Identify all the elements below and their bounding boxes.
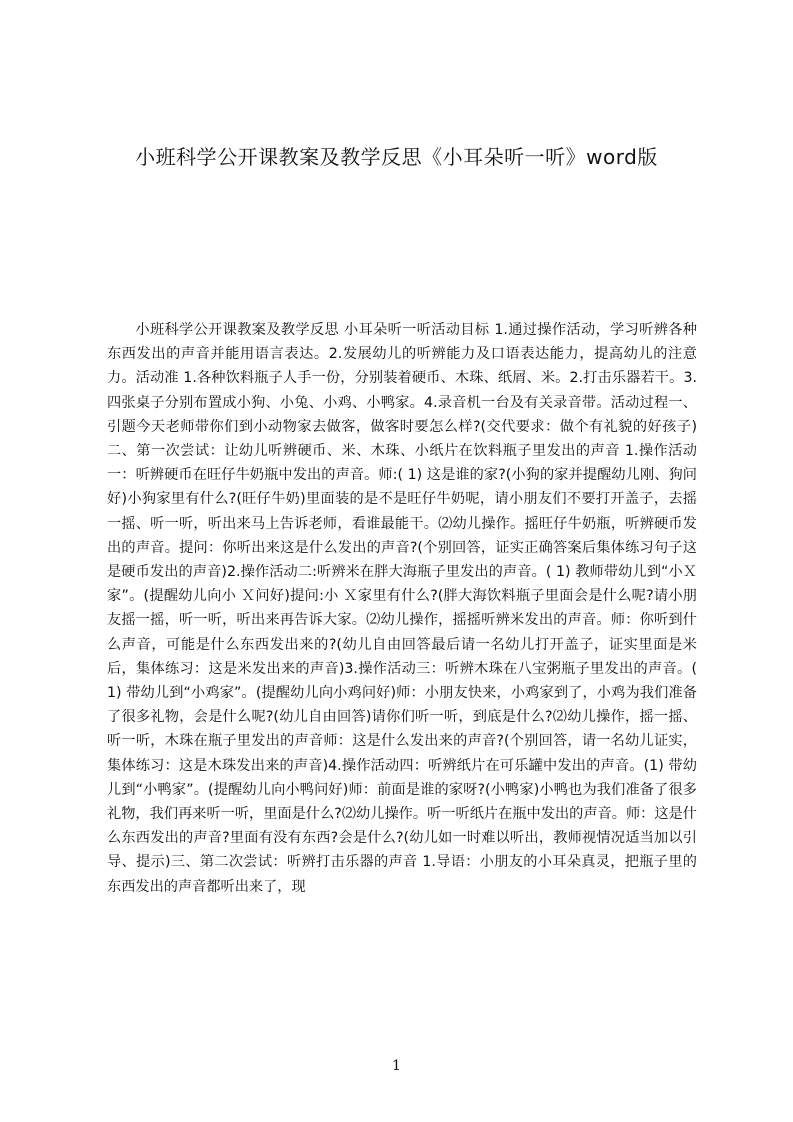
document-body: 小班科学公开课教案及教学反思 小耳朵听一听活动目标 1.通过操作活动，学习听辨各种东西发出的声音并能用语言表达。2.发展幼儿的听辨能力及口语表达能力，提高幼儿的注意力。活动准 1.各种饮料瓶子人手一份，分别装着硬币、木珠、纸屑、米。2.打击乐器若干。3.四张桌子分别布置成小狗、小兔、小鸡、小鸭家。4.录音机一台及有关录音带。活动过程一、引题今天老师带你们到小动物家去做客，做客时要怎么样?(交代要求：做个有礼貌的好孩子)二、第一次尝试：让幼儿听辨硬币、米、木珠、小纸片在饮料瓶子里发出的声音 1.操作活动一：听辨硬币在旺仔牛奶瓶中发出的声音。师:( 1) 这是谁的家?(小狗的家并提醒幼儿刚、狗问好)小狗家里有什么?(旺仔牛奶)里面装的是不是旺仔牛奶呢，请小朋友们不要打开盖子，去摇一摇、听一听，听出来马上告诉老师，看谁最能干。⑵幼儿操作。摇旺仔牛奶瓶，听辨硬币发出的声音。提问：你听出来这是什么发出的声音?(个别回答，证实正确答案后集体练习句子这是硬币发出的声音)2.操作活动二:听辨米在胖大海瓶子里发出的声音。( 1) 教师带幼儿到“小Ｘ家”。(提醒幼儿向小 Ｘ问好)提问:小 Ｘ家里有什么?(胖大海饮料瓶子里面会是什么呢?请小朋友摇一摇，听一听，听出来再告诉大家。⑵幼儿操作，摇摇听辨米发出的声音。师：你听到什么声音，可能是什么东西发出来的?(幼儿自由回答最后请一名幼儿打开盖子，证实里面是米后，集体练习：这是米发出来的声音)3.操作活动三：听辨木珠在八宝粥瓶子里发出的声音。( 1) 带幼儿到“小鸡家”。(提醒幼儿向小鸡问好)师：小朋友快来，小鸡家到了，小鸡为我们准备了很多礼物，会是什么呢?(幼儿自由回答)请你们听一听，到底是什么?⑵幼儿操作，摇一摇、听一听，木珠在瓶子里发出的声音师：这是什么发出来的声音?(个别回答，请一名幼儿证实，集体练习：这是木珠发出来的声音)4.操作活动四：听辨纸片在可乐罐中发出的声音。(1) 带幼儿到“小鸭家”。(提醒幼儿向小鸭问好)师：前面是谁的家呀?(小鸭家)小鸭也为我们准备了很多礼物，我们再来听一听，里面是什么?⑵幼儿操作。听一听纸片在瓶中发出的声音。师：这是什么东西发出的声音?里面有没有东西?会是什么?(幼儿如一时难以听出，教师视情况适当加以引导、提示)三、第二次尝试：听辨打击乐器的声音 1.导语：小朋友的小耳朵真灵，把瓶子里的东西发出的声音都听出来了，现 xyxy=(107,322,697,895)
document-title: 小班科学公开课教案及教学反思《小耳朵听一听》word版 xyxy=(135,145,658,169)
page-number: 1 xyxy=(392,1058,401,1074)
